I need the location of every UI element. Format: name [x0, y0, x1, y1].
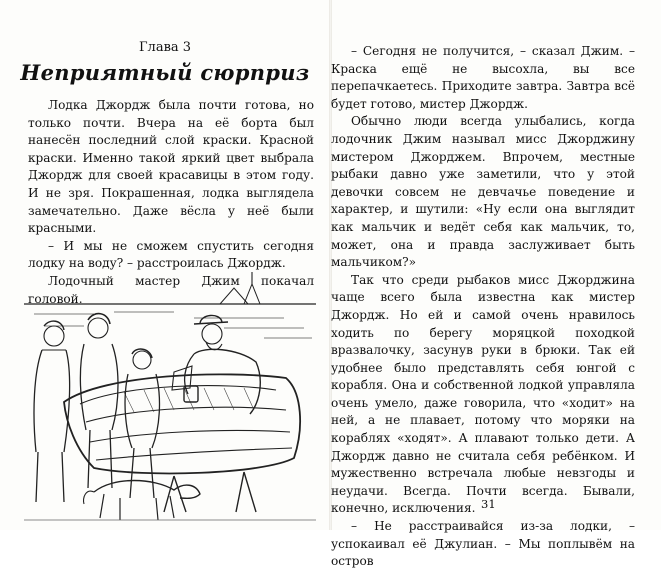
boat-illustration: [24, 262, 316, 524]
paragraph: – Сегодня не получится, – сказал Джим. – Краска ещё не высохла, вы все перепачкаетесь. Приходите завтра. Завтра всё будет готово, мистер Джордж.: [331, 44, 635, 111]
right-page: [331, 0, 661, 569]
right-page-text: [331, 43, 635, 571]
paragraph: Лодочный мастер Джим покачал головой.: [28, 273, 314, 306]
chapter-title: Неприятный сюрприз: [20, 60, 310, 85]
paragraph: – И мы не сможем спустить сегодня лодку на воду? – расстроилась Джордж.: [28, 238, 314, 271]
paragraph: Обычно люди всегда улыбались, когда лодочник Джим называл мисс Джорджину мистером Джорджем. Впрочем, местные рыбаки давно уже заметили, что у этой девочки совсем не девчачье поведение и характер, и шутили: «Ну если она выглядит как мальчик и ведёт себя как мальчик, то, может, она и правда заслуживает быть мальчиком?»: [331, 114, 635, 270]
paragraph: Лодка Джордж была почти готова, но только почти. Вчера на её борта был нанесён последний слой краски. Красной краски. Именно такой яркий цвет выбрала Джордж для своей красавицы в этом году. И не зря. Покрашенная, лодка выглядела замечательно. Даже вёсла у неё были красными.: [28, 98, 314, 236]
paragraph: Так что среди рыбаков мисс Джорджина чаще всего была известна как мистер Джордж. Но ей и самой очень нравилось ходить по берегу моряцкой походкой вразвалочку, засунув руки в брюки. Так ей удобнее было представлять себя юнгой с корабля. Она и собственной лодкой управляла очень умело, даже говорила, что «ходит» на ней, а не плавает, потому что моряки на кораблях «ходят». А плавают только дети. А Джордж давно не считала себя ребёнком. И мужественно встречала любые невзгоды и неудачи. Всегда. Почти всегда. Бывали, конечно, исключения.: [331, 272, 635, 516]
paragraph: – Не расстраивайся из-за лодки, – успокаивал её Джулиан. – Мы поплывём на остров: [331, 519, 635, 569]
page-number: 31: [481, 497, 496, 511]
left-page: [0, 0, 330, 530]
chapter-number: Глава 3: [138, 40, 192, 55]
